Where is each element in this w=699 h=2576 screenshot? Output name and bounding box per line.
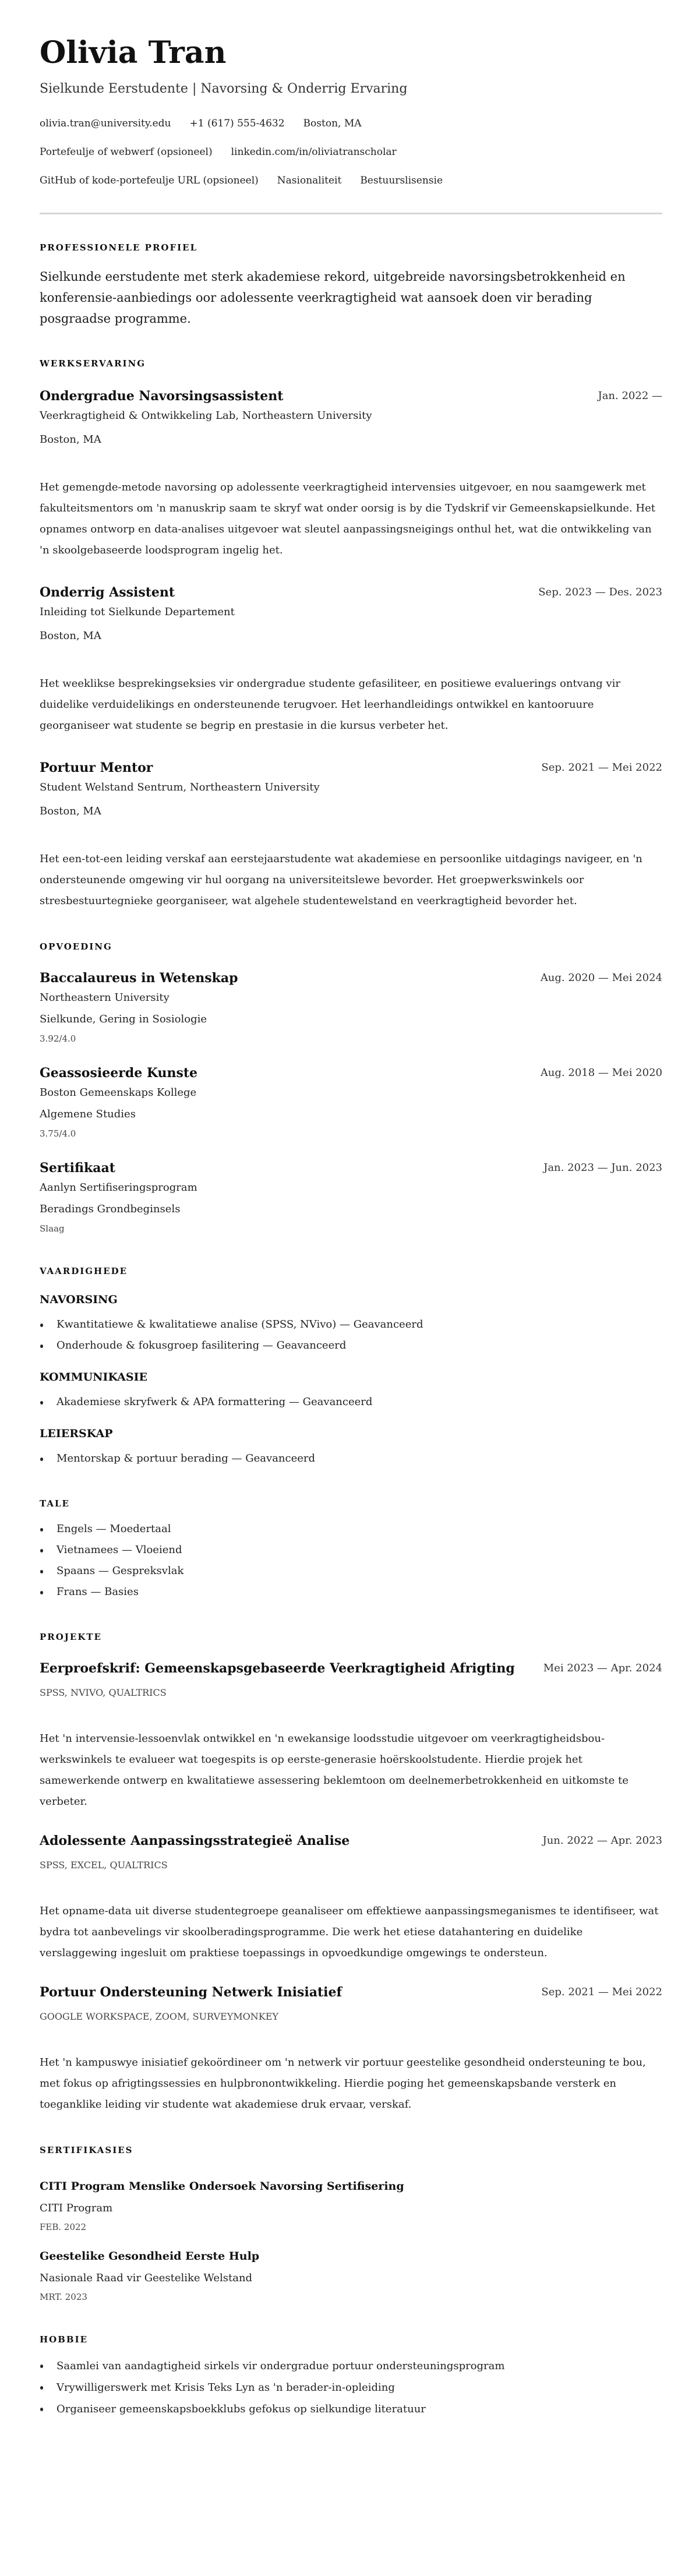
project-description: Het opname-data uit diverse studentegroepe geanaliseer om effektiewe aanpassingsmeganismes te identifiseer, wat bydra tot aanbevelings vir skoolberadingsprogramme. Die werk het etiese datahantering en duidelike verslaggewing ingesluit om praktiese toepassings in opvoedkundige omgewings te ondersteun. <box>40 1905 659 1959</box>
entry-header-row <box>40 1658 662 1679</box>
section-heading: OPVOEDING <box>40 941 112 952</box>
degree-title: Geassosieerde Kunste <box>40 1065 198 1081</box>
hobby-item: Vrywilligerswerk met Krisis Teks Lyn as 'n berader-in-opleiding <box>40 2377 662 2398</box>
job-location: Boston, MA <box>40 433 101 446</box>
section-heading: PROFESSIONELE PROFIEL <box>40 242 198 253</box>
education-entry <box>40 1159 662 1236</box>
language-item: Spaans — Gespreksvlak <box>40 1561 662 1582</box>
skill-group-heading: LEIERSKAP <box>40 1427 113 1440</box>
project-title: Eerproefskrif: Gemeenskapsgebaseerde Veerkragtigheid Afrigting <box>40 1661 515 1676</box>
job-description: Het gemengde-metode navorsing op adolessente veerkragtigheid intervensies uitgevoer, en nou saamgewerk met fakulteitsmentors om 'n manuskrip saam te skryf wat onder oorsig is by die Tydskrif vir Gemeenskapsielkunde. Het opnames ontworp en data-analises uitgevoer wat sleutel aanpassingsneigings onthul het, wat die ontwikkeling van 'n skoolgebaseerde loodsprogram ingelig het. <box>40 481 655 556</box>
school-name: Aanlyn Sertifiseringsprogram <box>40 1181 197 1194</box>
certification-entry <box>40 2178 662 2234</box>
project-dates: Jun. 2022 — Apr. 2023 <box>542 1834 662 1847</box>
experience-entry <box>40 387 662 561</box>
profile-text: Sielkunde eerstudente met sterk akademiese rekord, uitgebreide navorsingsbetrokkenheid en konferensie-aanbiedings oor adolessente veerkragtigheid wat aansoek doen vir berading posgraadse programme. <box>40 270 626 326</box>
employer: Student Welstand Sentrum, Northeastern University <box>40 781 320 793</box>
job-description: Het een-tot-een leiding verskaf aan eerstejaarstudente wat akademiese en persoonlike uitdagings navigeer, en 'n ondersteunende omgewing vir hul oorgang na universiteitslewe bevorder. Het groepwerkswinkels oor stresbestuurtegnieke georganiseer, wat algehele studentewelstand en veerkragtigheid bevorder het. <box>40 853 642 907</box>
candidate-subtitle: Sielkunde Eerstudente | Navorsing & Onderrig Ervaring <box>40 82 408 96</box>
certification-title: CITI Program Menslike Ondersoek Navorsing Sertifisering <box>40 2180 404 2193</box>
skill-item: Kwantitatiewe & kwalitatiewe analise (SPSS, NVivo) — Geavanceerd <box>40 1314 662 1335</box>
entry-header-row <box>40 387 662 405</box>
field-of-study: Algemene Studies <box>40 1108 136 1120</box>
job-description: Het weeklikse besprekingseksies vir ondergradue studente gefasiliteer, en positiewe evaluerings ontvang vir duidelike verduidelikings en ondersteunende terugvoer. Het leerhandleidings ontwikkel en kantooruure georganiseer wat studente se begrip en prestasie in die kursus verbeter het. <box>40 677 620 732</box>
entry-header-row <box>40 969 662 987</box>
language-list <box>40 1519 662 1603</box>
degree-title: Sertifikaat <box>40 1160 115 1176</box>
job-title: Onderrig Assistent <box>40 585 175 600</box>
project-description: Het 'n kampuswye inisiatief gekoördineer om 'n netwerk vir portuur geestelike gesondheid ondersteuning te bou, met fokus op afrigtingssessies en hulpbronontwikkeling. Hierdie poging het gemeenskapsbande versterk en toeganklike leiding vir studente wat akademiese druk ervaar, verskaf. <box>40 2056 646 2111</box>
school-name: Northeastern University <box>40 991 170 1004</box>
school-name: Boston Gemeenskaps Kollege <box>40 1086 197 1099</box>
project-entry <box>40 1982 662 2115</box>
job-location: Boston, MA <box>40 805 101 817</box>
linkedin-link[interactable]: linkedin.com/in/oliviatranscholar <box>231 146 397 158</box>
experience-section <box>40 358 662 912</box>
project-technologies: SPSS, NVIVO, QUALTRICS <box>40 1687 167 1698</box>
education-entry <box>40 969 662 1046</box>
project-technologies: SPSS, EXCEL, QUALTRICS <box>40 1859 168 1871</box>
hobbies-section <box>40 2334 662 2420</box>
education-dates: Aug. 2020 — Mei 2024 <box>540 972 662 984</box>
header-divider <box>40 213 662 214</box>
hobby-item: Organiseer gemeenskapsboekklubs gefokus op sielkundige literatuur <box>40 2398 662 2420</box>
languages-section <box>40 1498 662 1603</box>
certifications-section <box>40 2144 662 2304</box>
field-of-study: Sielkunde, Gering in Sosiologie <box>40 1013 207 1025</box>
section-heading: WERKSERVARING <box>40 358 146 369</box>
education-section <box>40 941 662 1236</box>
education-dates: Jan. 2023 — Jun. 2023 <box>543 1162 662 1174</box>
entry-header-row <box>40 1982 662 2003</box>
certification-date: FEB. 2022 <box>40 2222 87 2232</box>
section-heading: HOBBIE <box>40 2334 89 2345</box>
field-of-study: Beradings Grondbeginsels <box>40 1203 181 1215</box>
projects-section <box>40 1631 662 2115</box>
drivers-license: Bestuurslisensie <box>360 175 443 186</box>
language-item: Vietnamees — Vloeiend <box>40 1540 662 1561</box>
experience-entry <box>40 759 662 912</box>
project-entry <box>40 1830 662 1964</box>
email-link[interactable]: olivia.tran@university.edu <box>40 118 171 129</box>
skills-section <box>40 1265 662 1469</box>
education-entry <box>40 1064 662 1141</box>
hobby-list <box>40 2355 662 2420</box>
skill-item: Mentorskap & portuur berading — Geavanceerd <box>40 1448 662 1469</box>
job-location: Boston, MA <box>40 630 101 642</box>
resume-header <box>40 35 662 189</box>
certification-entry <box>40 2248 662 2304</box>
experience-entry <box>40 584 662 736</box>
grade: Slaag <box>40 1223 65 1234</box>
job-dates: Sep. 2021 — Mei 2022 <box>541 761 662 774</box>
skill-item: Akademiese skryfwerk & APA formattering — Geavanceerd <box>40 1392 662 1413</box>
github-link[interactable]: GitHub of kode-portefeulje URL (opsioneel) <box>40 175 259 186</box>
section-heading: SERTIFIKASIES <box>40 2145 133 2155</box>
certification-issuer: Nasionale Raad vir Geestelike Welstand <box>40 2272 253 2284</box>
project-dates: Mei 2023 — Apr. 2024 <box>543 1662 662 1674</box>
entry-header-row <box>40 584 662 601</box>
language-item: Engels — Moedertaal <box>40 1519 662 1540</box>
section-heading: TALE <box>40 1498 70 1509</box>
language-item: Frans — Basies <box>40 1582 662 1603</box>
nationality: Nasionaliteit <box>277 175 342 186</box>
grade: 3.92/4.0 <box>40 1033 76 1044</box>
skill-list <box>40 1314 662 1356</box>
contact-row <box>40 115 662 132</box>
certification-issuer: CITI Program <box>40 2202 113 2214</box>
employer: Inleiding tot Sielkunde Departement <box>40 606 235 618</box>
hobby-item: Saamlei van aandagtigheid sirkels vir ondergradue portuur ondersteuningsprogram <box>40 2355 662 2377</box>
skill-group <box>40 1370 662 1413</box>
job-dates: Jan. 2022 — <box>598 390 662 402</box>
job-title: Portuur Mentor <box>40 760 153 775</box>
grade: 3.75/4.0 <box>40 1128 76 1139</box>
entry-header-row <box>40 759 662 777</box>
project-title: Adolessente Aanpassingsstrategieë Analise <box>40 1833 350 1848</box>
entry-header-row <box>40 1159 662 1177</box>
education-dates: Aug. 2018 — Mei 2020 <box>540 1067 662 1079</box>
profile-section <box>40 242 662 329</box>
project-entry <box>40 1658 662 1812</box>
entry-header-row <box>40 1830 662 1851</box>
skill-group-heading: NAVORSING <box>40 1293 118 1306</box>
section-heading: PROJEKTE <box>40 1632 102 1642</box>
skill-item: Onderhoude & fokusgroep fasilitering — Geavanceerd <box>40 1335 662 1356</box>
project-description: Het 'n intervensie-lessoenvlak ontwikkel en 'n ewekansige loodsstudie uitgevoer om veerkragtigheidsbou-werkswinkels te evalueer wat toegespits is op eerste-generasie hoërskoolstudente. Hierdie projek het samewerkende ontwerp en kwalitatiewe assessering beklemtoon om deelnemerbetrokkenheid en uitkomste te verbeter. <box>40 1732 629 1808</box>
contact-row <box>40 144 662 160</box>
project-dates: Sep. 2021 — Mei 2022 <box>541 1986 662 1998</box>
section-heading: VAARDIGHEDE <box>40 1266 128 1276</box>
degree-title: Baccalaureus in Wetenskap <box>40 971 238 986</box>
certification-date: MRT. 2023 <box>40 2292 87 2302</box>
project-technologies: GOOGLE WORKSPACE, ZOOM, SURVEYMONKEY <box>40 2011 278 2022</box>
location: Boston, MA <box>303 118 362 129</box>
contact-row <box>40 172 662 189</box>
employer: Veerkragtigheid & Ontwikkeling Lab, Northeastern University <box>40 410 372 422</box>
certification-title: Geestelike Gesondheid Eerste Hulp <box>40 2250 260 2263</box>
skill-group-heading: KOMMUNIKASIE <box>40 1371 148 1384</box>
project-title: Portuur Ondersteuning Netwerk Inisiatief <box>40 1985 342 2000</box>
portfolio-link[interactable]: Portefeulje of webwerf (opsioneel) <box>40 146 213 158</box>
skill-list <box>40 1448 662 1469</box>
skill-group <box>40 1427 662 1469</box>
job-dates: Sep. 2023 — Des. 2023 <box>538 586 662 598</box>
phone: +1 (617) 555-4632 <box>189 118 285 129</box>
candidate-name: Olivia Tran <box>40 35 227 70</box>
skill-group <box>40 1293 662 1356</box>
entry-header-row <box>40 1064 662 1082</box>
skill-list <box>40 1392 662 1413</box>
job-title: Ondergradue Navorsingsassistent <box>40 389 284 404</box>
